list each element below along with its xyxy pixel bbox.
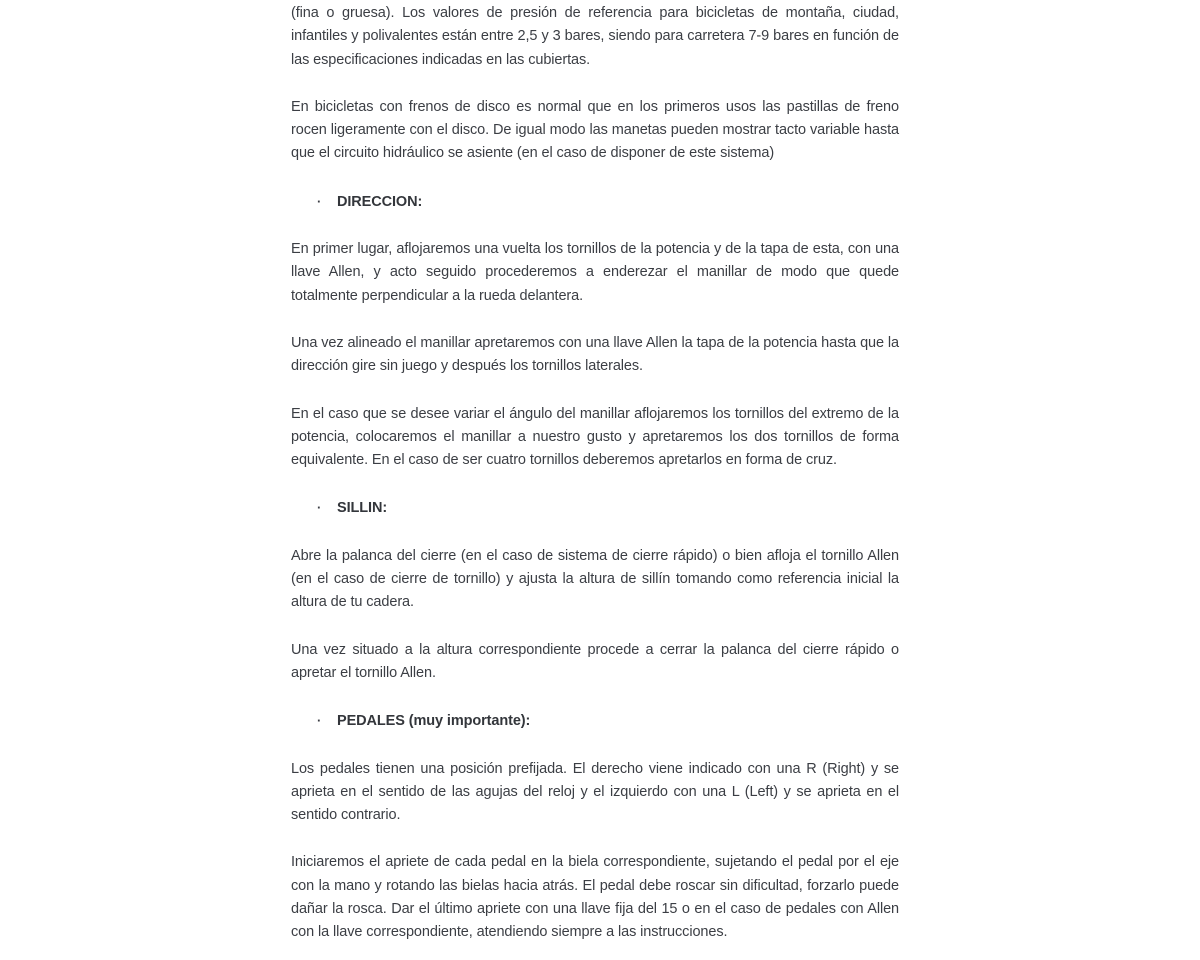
- paragraph-direccion-step1: En primer lugar, aflojaremos una vuelta los tornillos de la potencia y de la tapa de esta, con una llave Allen, y acto seguido procederemos a enderezar el manillar de modo que quede totalmente perpendicular a la rueda delantera.: [291, 241, 899, 304]
- paragraph-tire-pressure: (fina o gruesa). Los valores de presión de referencia para bicicletas de montaña, ciudad, infantiles y polivalentes están entre 2,5 y 3 bares, siendo para carretera 7-9 bares en función de las especificaciones indicadas en las cubiertas.: [291, 5, 899, 68]
- bullet-icon: ·: [317, 713, 322, 729]
- list-item-sillin: [291, 496, 899, 520]
- bullet-icon: ·: [317, 193, 322, 209]
- document-body-text: [291, 0, 899, 960]
- paragraph-pedales-step1: Los pedales tienen una posición prefijada. El derecho viene indicado con una R (Right) y se aprieta en el sentido de las agujas del reloj y el izquierdo con una L (Left) y se aprieta en el sentido contrario.: [291, 760, 899, 824]
- paragraph-disc-brakes: En bicicletas con frenos de disco es normal que en los primeros usos las pastillas de freno rocen ligeramente con el disco. De igual modo las manetas pueden mostrar tacto variable hasta que el circuito hidráulico se asiente (en el caso de disponer de este sistema): [291, 98, 899, 162]
- section-heading-pedales: PEDALES (muy importante):: [337, 713, 531, 730]
- paragraph-direccion-step3: En el caso que se desee variar el ángulo del manillar aflojaremos los tornillos del extremo de la potencia, colocaremos el manillar a nuestro gusto y apretaremos los dos tornillos de forma equivalente. En el caso de ser cuatro tornillos deberemos apretarlos en forma de cruz.: [291, 405, 899, 469]
- paragraph-sillin-step2: Una vez situado a la altura correspondiente procede a cerrar la palanca del cierre rápido o apretar el tornillo Allen.: [291, 641, 899, 681]
- paragraph-pedales-step2: Iniciaremos el apriete de cada pedal en la biela correspondiente, sujetando el pedal por el eje con la mano y rotando las bielas hacia atrás. El pedal debe roscar sin dificultad, forzarlo puede dañar la rosca. Dar el último apriete con una llave fija del 15 o en el caso de pedales con Allen con la llave correspondiente, atendiendo siempre a las instrucciones.: [291, 854, 899, 941]
- section-heading-direccion: DIRECCION:: [337, 193, 423, 210]
- list-item-direccion: [291, 190, 899, 214]
- list-item-pedales: [291, 709, 899, 733]
- paragraph-direccion-step2: Una vez alineado el manillar apretaremos con una llave Allen la tapa de la potencia hasta que la dirección gire sin juego y después los tornillos laterales.: [291, 334, 899, 375]
- bullet-icon: ·: [317, 500, 322, 516]
- section-heading-sillin: SILLIN:: [337, 500, 388, 517]
- paragraph-sillin-step1: Abre la palanca del cierre (en el caso de sistema de cierre rápido) o bien afloja el tornillo Allen (en el caso de cierre de tornillo) y ajusta la altura de sillín tomando como referencia inicial la altura de tu cadera.: [291, 547, 899, 611]
